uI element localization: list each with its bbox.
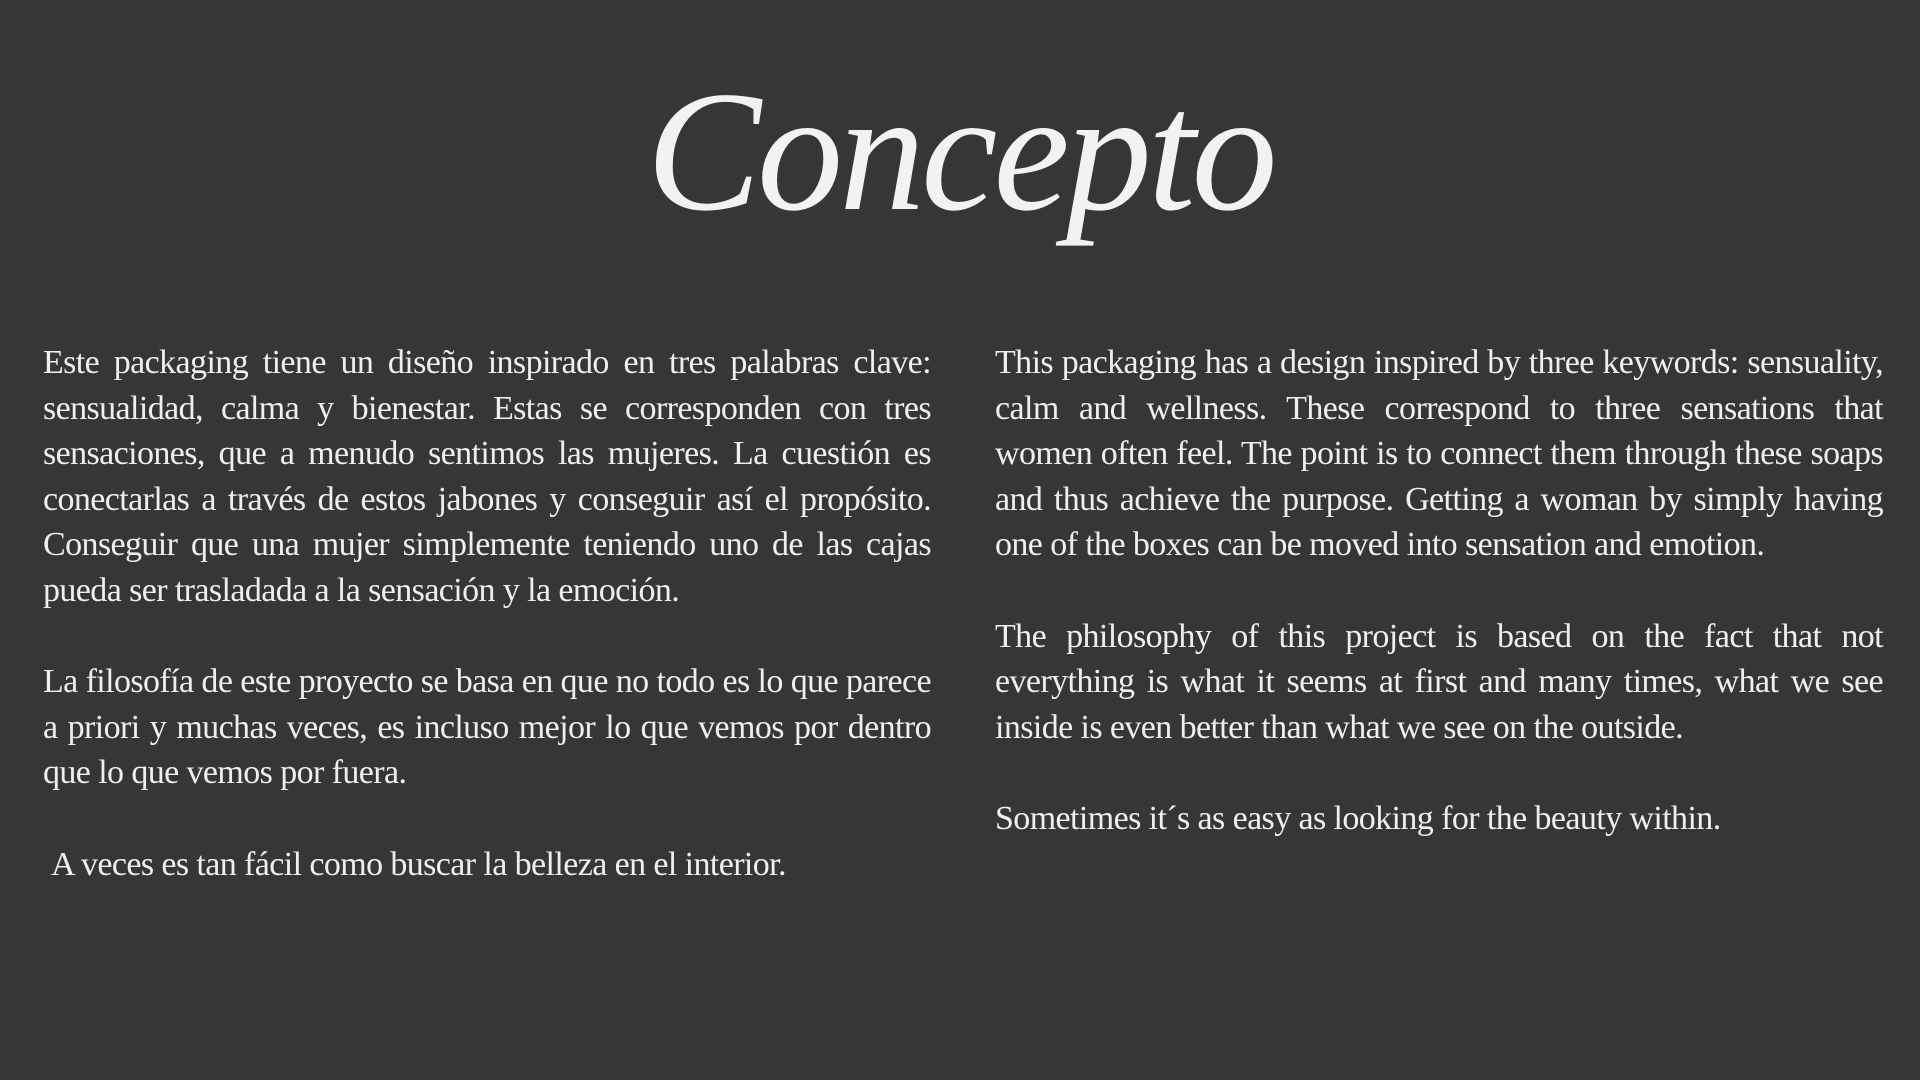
- spanish-text-column: [43, 340, 931, 887]
- spanish-paragraph-3: A veces es tan fácil como buscar la belleza en el interior.: [51, 845, 786, 883]
- english-paragraph-3: Sometimes it´s as easy as looking for the beauty within.: [995, 799, 1721, 837]
- spanish-paragraph-1: Este packaging tiene un diseño inspirado en tres palabras clave: sensualidad, calma y bienestar. Estas se corresponden con tres sensaciones, que a menudo sentimos las mujeres. La cuestión es conectarlas a través de estos jabones y conseguir así el propósito. Conseguir que una mujer simplemente teniendo uno de las cajas pueda ser trasladada a la sensación y la emoción.: [43, 344, 931, 609]
- english-paragraph-2: The philosophy of this project is based on the fact that not everything is what it seems at first and many times, what we see inside is even better than what we see on the outside.: [995, 617, 1883, 746]
- page-title: Concepto: [646, 57, 1274, 247]
- english-text-column: [995, 340, 1883, 842]
- spanish-paragraph-2: La filosofía de este proyecto se basa en que no todo es lo que parece a priori y muchas veces, es incluso mejor lo que vemos por dentro que lo que vemos por fuera.: [43, 663, 931, 792]
- english-paragraph-1: This packaging has a design inspired by three keywords: sensuality, calm and wellness. These correspond to three sensations that women often feel. The point is to connect them through these soaps and thus achieve the purpose. Getting a woman by simply having one of the boxes can be moved into sensation and emotion.: [995, 344, 1883, 564]
